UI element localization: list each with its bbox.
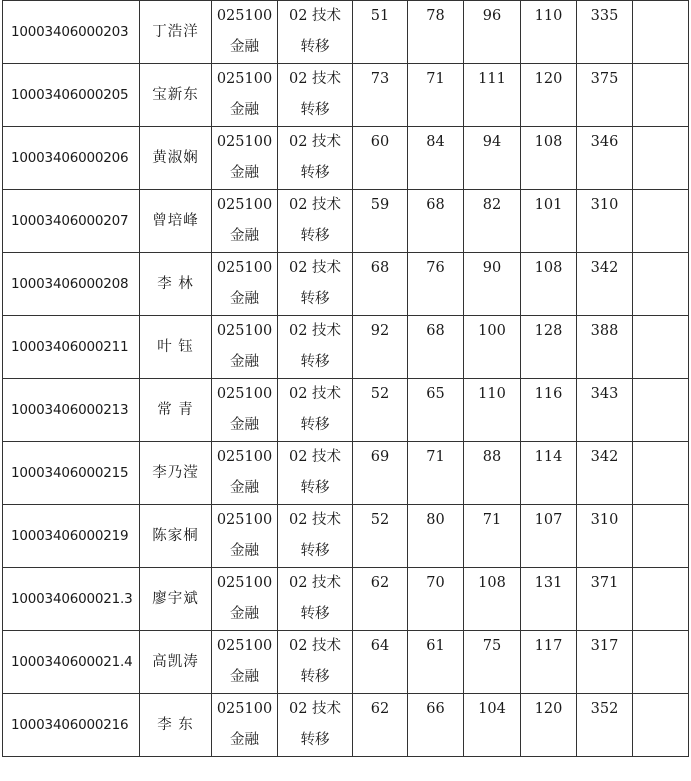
direction-cell bbox=[278, 316, 353, 379]
score-1-cell: 92 bbox=[353, 316, 408, 379]
direction-line1: 02 技术 bbox=[288, 323, 342, 339]
candidate-id-cell: 10003406000206 bbox=[3, 127, 140, 190]
candidate-name-cell: 高凯涛 bbox=[140, 631, 212, 694]
direction-line1: 02 技术 bbox=[288, 8, 342, 24]
candidate-id-cell: 10003406000215 bbox=[3, 442, 140, 505]
table-row bbox=[3, 568, 689, 631]
major-line1: 025100 bbox=[216, 197, 273, 213]
major-line1: 025100 bbox=[216, 8, 273, 24]
candidate-name-cell: 曾培峰 bbox=[140, 190, 212, 253]
score-1-cell: 52 bbox=[353, 379, 408, 442]
table-row bbox=[3, 505, 689, 568]
major-cell bbox=[212, 505, 278, 568]
table-row bbox=[3, 631, 689, 694]
total-score-cell: 335 bbox=[577, 1, 633, 64]
major-cell bbox=[212, 190, 278, 253]
note-cell bbox=[633, 316, 689, 379]
direction-line2: 转移 bbox=[300, 606, 330, 622]
note-cell bbox=[633, 505, 689, 568]
score-1-cell: 51 bbox=[353, 1, 408, 64]
score-2-cell: 68 bbox=[408, 316, 464, 379]
table-row bbox=[3, 379, 689, 442]
score-3-cell: 108 bbox=[464, 568, 521, 631]
score-4-cell: 108 bbox=[521, 127, 577, 190]
note-cell bbox=[633, 442, 689, 505]
score-4-cell: 108 bbox=[521, 253, 577, 316]
candidate-name-cell: 丁浩洋 bbox=[140, 1, 212, 64]
score-3-cell: 82 bbox=[464, 190, 521, 253]
score-2-cell: 71 bbox=[408, 64, 464, 127]
score-4-cell: 120 bbox=[521, 64, 577, 127]
score-2-cell: 70 bbox=[408, 568, 464, 631]
total-score-cell: 310 bbox=[577, 505, 633, 568]
major-line1: 025100 bbox=[216, 575, 273, 591]
major-cell bbox=[212, 127, 278, 190]
total-score-cell: 317 bbox=[577, 631, 633, 694]
note-cell bbox=[633, 1, 689, 64]
score-2-cell: 76 bbox=[408, 253, 464, 316]
table-row bbox=[3, 442, 689, 505]
major-line1: 025100 bbox=[216, 71, 273, 87]
direction-line1: 02 技术 bbox=[288, 575, 342, 591]
direction-cell bbox=[278, 253, 353, 316]
major-cell bbox=[212, 1, 278, 64]
direction-line2: 转移 bbox=[300, 417, 330, 433]
total-score-cell: 352 bbox=[577, 694, 633, 757]
direction-cell bbox=[278, 64, 353, 127]
total-score-cell: 371 bbox=[577, 568, 633, 631]
score-4-cell: 117 bbox=[521, 631, 577, 694]
candidate-id-cell: 10003406000207 bbox=[3, 190, 140, 253]
candidate-name-cell: 廖宇斌 bbox=[140, 568, 212, 631]
note-cell bbox=[633, 568, 689, 631]
candidate-name-cell: 黄淑娴 bbox=[140, 127, 212, 190]
candidate-name-cell: 李 东 bbox=[140, 694, 212, 757]
score-4-cell: 120 bbox=[521, 694, 577, 757]
direction-line2: 转移 bbox=[300, 228, 330, 244]
score-4-cell: 101 bbox=[521, 190, 577, 253]
score-4-cell: 110 bbox=[521, 1, 577, 64]
direction-cell bbox=[278, 568, 353, 631]
major-line2: 金融 bbox=[230, 732, 259, 748]
score-1-cell: 73 bbox=[353, 64, 408, 127]
direction-cell bbox=[278, 127, 353, 190]
candidate-name-cell: 宝新东 bbox=[140, 64, 212, 127]
major-cell bbox=[212, 694, 278, 757]
direction-line2: 转移 bbox=[300, 480, 330, 496]
direction-line2: 转移 bbox=[300, 165, 330, 181]
direction-line1: 02 技术 bbox=[288, 701, 342, 717]
direction-line1: 02 技术 bbox=[288, 638, 342, 654]
direction-line1: 02 技术 bbox=[288, 197, 342, 213]
score-3-cell: 71 bbox=[464, 505, 521, 568]
major-cell bbox=[212, 379, 278, 442]
score-3-cell: 104 bbox=[464, 694, 521, 757]
table-row bbox=[3, 253, 689, 316]
table-row bbox=[3, 190, 689, 253]
candidate-id-cell: 10003406000208 bbox=[3, 253, 140, 316]
note-cell bbox=[633, 253, 689, 316]
score-4-cell: 131 bbox=[521, 568, 577, 631]
table-body bbox=[3, 1, 689, 757]
note-cell bbox=[633, 379, 689, 442]
major-line1: 025100 bbox=[216, 512, 273, 528]
direction-cell bbox=[278, 694, 353, 757]
score-1-cell: 64 bbox=[353, 631, 408, 694]
direction-cell bbox=[278, 505, 353, 568]
score-3-cell: 100 bbox=[464, 316, 521, 379]
score-table-wrapper bbox=[2, 0, 689, 757]
direction-cell bbox=[278, 442, 353, 505]
direction-line2: 转移 bbox=[300, 39, 330, 55]
score-3-cell: 75 bbox=[464, 631, 521, 694]
score-1-cell: 62 bbox=[353, 568, 408, 631]
direction-line1: 02 技术 bbox=[288, 71, 342, 87]
table-row bbox=[3, 127, 689, 190]
score-2-cell: 66 bbox=[408, 694, 464, 757]
candidate-id-cell: 1000340600021.4 bbox=[3, 631, 140, 694]
score-3-cell: 110 bbox=[464, 379, 521, 442]
table-row bbox=[3, 316, 689, 379]
total-score-cell: 342 bbox=[577, 253, 633, 316]
major-line1: 025100 bbox=[216, 386, 273, 402]
score-1-cell: 68 bbox=[353, 253, 408, 316]
score-1-cell: 52 bbox=[353, 505, 408, 568]
note-cell bbox=[633, 190, 689, 253]
major-line1: 025100 bbox=[216, 449, 273, 465]
score-2-cell: 71 bbox=[408, 442, 464, 505]
direction-line1: 02 技术 bbox=[288, 386, 342, 402]
score-table bbox=[2, 0, 689, 757]
total-score-cell: 388 bbox=[577, 316, 633, 379]
direction-line2: 转移 bbox=[300, 732, 330, 748]
candidate-name-cell: 李 林 bbox=[140, 253, 212, 316]
score-3-cell: 111 bbox=[464, 64, 521, 127]
direction-line1: 02 技术 bbox=[288, 449, 342, 465]
total-score-cell: 343 bbox=[577, 379, 633, 442]
score-1-cell: 62 bbox=[353, 694, 408, 757]
major-line2: 金融 bbox=[230, 228, 259, 244]
major-cell bbox=[212, 253, 278, 316]
major-line2: 金融 bbox=[230, 669, 259, 685]
major-line2: 金融 bbox=[230, 102, 259, 118]
candidate-id-cell: 10003406000205 bbox=[3, 64, 140, 127]
major-line1: 025100 bbox=[216, 323, 273, 339]
score-4-cell: 116 bbox=[521, 379, 577, 442]
table-row bbox=[3, 1, 689, 64]
total-score-cell: 342 bbox=[577, 442, 633, 505]
major-line2: 金融 bbox=[230, 291, 259, 307]
major-line2: 金融 bbox=[230, 165, 259, 181]
score-3-cell: 90 bbox=[464, 253, 521, 316]
candidate-id-cell: 10003406000213 bbox=[3, 379, 140, 442]
score-4-cell: 128 bbox=[521, 316, 577, 379]
direction-line2: 转移 bbox=[300, 102, 330, 118]
direction-line1: 02 技术 bbox=[288, 260, 342, 276]
major-line2: 金融 bbox=[230, 543, 259, 559]
major-cell bbox=[212, 631, 278, 694]
score-3-cell: 88 bbox=[464, 442, 521, 505]
major-line1: 025100 bbox=[216, 134, 273, 150]
major-line2: 金融 bbox=[230, 39, 259, 55]
note-cell bbox=[633, 694, 689, 757]
direction-line2: 转移 bbox=[300, 543, 330, 559]
major-line1: 025100 bbox=[216, 638, 273, 654]
direction-line2: 转移 bbox=[300, 354, 330, 370]
candidate-name-cell: 李乃滢 bbox=[140, 442, 212, 505]
major-cell bbox=[212, 568, 278, 631]
direction-line2: 转移 bbox=[300, 669, 330, 685]
major-cell bbox=[212, 442, 278, 505]
direction-cell bbox=[278, 379, 353, 442]
score-2-cell: 78 bbox=[408, 1, 464, 64]
direction-line1: 02 技术 bbox=[288, 134, 342, 150]
major-line2: 金融 bbox=[230, 417, 259, 433]
direction-line2: 转移 bbox=[300, 291, 330, 307]
total-score-cell: 346 bbox=[577, 127, 633, 190]
score-2-cell: 61 bbox=[408, 631, 464, 694]
direction-cell bbox=[278, 190, 353, 253]
table-row bbox=[3, 694, 689, 757]
major-cell bbox=[212, 64, 278, 127]
score-1-cell: 60 bbox=[353, 127, 408, 190]
score-3-cell: 94 bbox=[464, 127, 521, 190]
candidate-id-cell: 10003406000203 bbox=[3, 1, 140, 64]
candidate-name-cell: 叶 钰 bbox=[140, 316, 212, 379]
score-4-cell: 107 bbox=[521, 505, 577, 568]
major-line1: 025100 bbox=[216, 260, 273, 276]
score-1-cell: 69 bbox=[353, 442, 408, 505]
score-2-cell: 65 bbox=[408, 379, 464, 442]
total-score-cell: 310 bbox=[577, 190, 633, 253]
candidate-id-cell: 10003406000219 bbox=[3, 505, 140, 568]
candidate-id-cell: 1000340600021.3 bbox=[3, 568, 140, 631]
table-row bbox=[3, 64, 689, 127]
score-1-cell: 59 bbox=[353, 190, 408, 253]
score-2-cell: 80 bbox=[408, 505, 464, 568]
score-2-cell: 84 bbox=[408, 127, 464, 190]
total-score-cell: 375 bbox=[577, 64, 633, 127]
note-cell bbox=[633, 64, 689, 127]
score-4-cell: 114 bbox=[521, 442, 577, 505]
score-3-cell: 96 bbox=[464, 1, 521, 64]
major-line2: 金融 bbox=[230, 354, 259, 370]
candidate-name-cell: 陈家桐 bbox=[140, 505, 212, 568]
major-line1: 025100 bbox=[216, 701, 273, 717]
note-cell bbox=[633, 631, 689, 694]
note-cell bbox=[633, 127, 689, 190]
candidate-name-cell: 常 青 bbox=[140, 379, 212, 442]
candidate-id-cell: 10003406000211 bbox=[3, 316, 140, 379]
major-line2: 金融 bbox=[230, 606, 259, 622]
direction-cell bbox=[278, 1, 353, 64]
score-2-cell: 68 bbox=[408, 190, 464, 253]
major-cell bbox=[212, 316, 278, 379]
candidate-id-cell: 10003406000216 bbox=[3, 694, 140, 757]
direction-line1: 02 技术 bbox=[288, 512, 342, 528]
direction-cell bbox=[278, 631, 353, 694]
major-line2: 金融 bbox=[230, 480, 259, 496]
